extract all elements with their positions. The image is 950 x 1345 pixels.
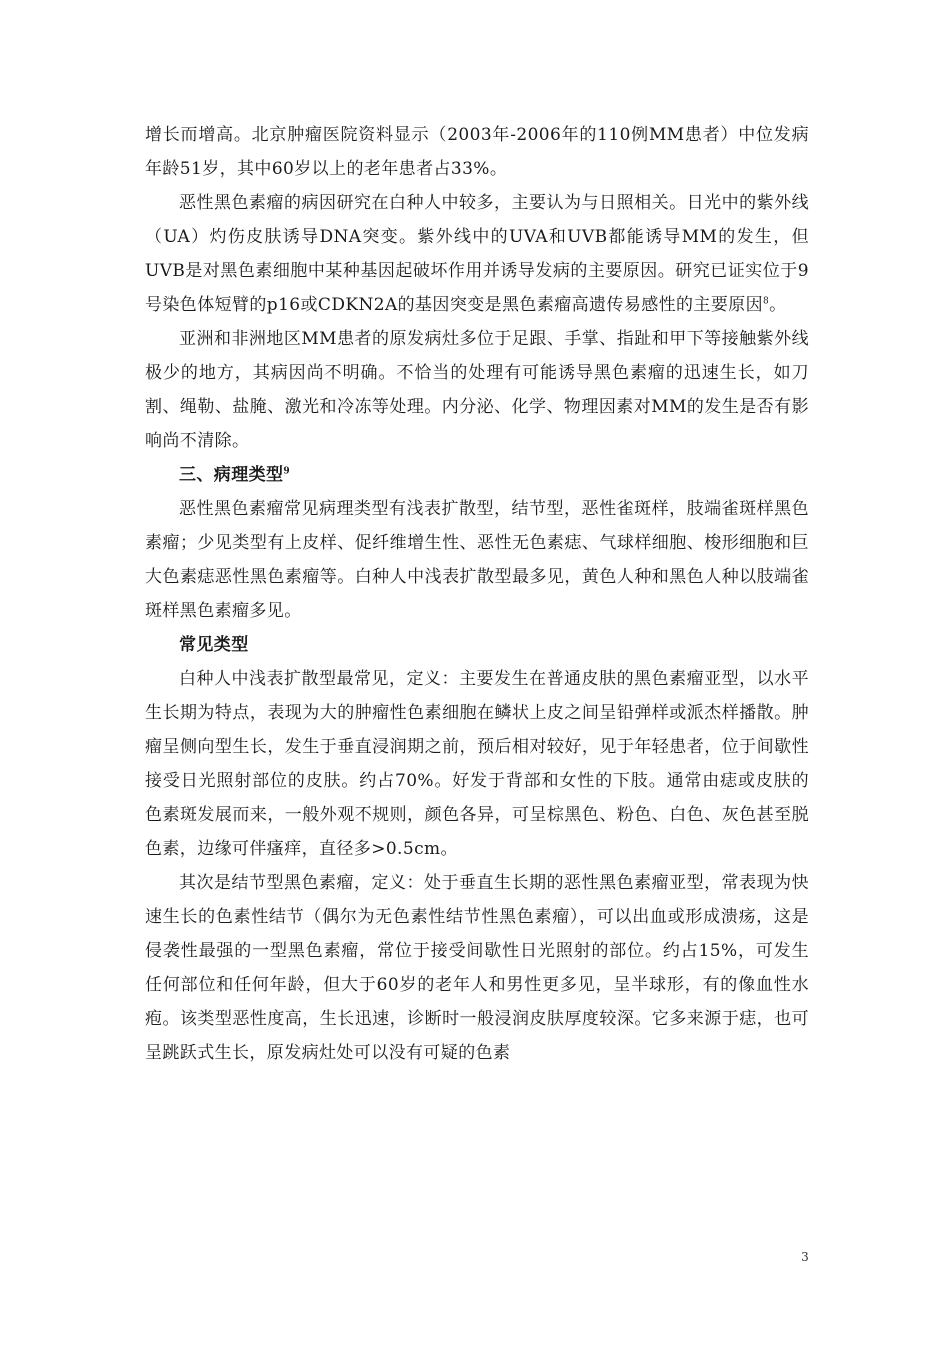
paragraph-superficial-spreading: 白种人中浅表扩散型最常见，定义：主要发生在普通皮肤的黑色素瘤亚型，以水平生长期为特点，表现为大的肿瘤性色素细胞在鳞状上皮之间呈铅弹样或派杰样播散。肿瘤呈侧向型生长，发生于垂直浸润期之前，预后相对较好，见于年轻患者，位于间歇性接受日光照射部位的皮肤。约占70%。好发于背部和女性的下肢。通常由痣或皮肤的色素斑发展而来，一般外观不规则，颜色各异，可呈棕黑色、粉色、白色、灰色甚至脱色素，边缘可伴瘙痒，直径多>0.5cm。: [145, 669, 809, 859]
page-body: [145, 118, 809, 1070]
paragraph-etiology: [145, 186, 809, 322]
citation-8: 8: [763, 296, 770, 307]
section-heading-pathology-types: [145, 458, 809, 492]
paragraph-nodular: 其次是结节型黑色素瘤，定义：处于垂直生长期的恶性黑色素瘤亚型，常表现为快速生长的色素性结节（偶尔为无色素性结节性黑色素瘤），可以出血或形成溃疡，这是侵袭性最强的一型黑色素瘤，常位于接受间歇性日光照射的部位。约占15%，可发生任何部位和任何年龄，但大于60岁的老年人和男性更多见，呈半球形，有的像血性水疱。该类型恶性度高，生长迅速，诊断时一般浸润皮肤厚度较深。它多来源于痣，也可呈跳跃式生长，原发病灶处可以没有可疑的色素: [145, 873, 809, 1063]
paragraph-etiology-text: 恶性黑色素瘤的病因研究在白种人中较多，主要认为与日照相关。日光中的紫外线（UA）灼伤皮肤诱导DNA突变。紫外线中的UVA和UVB都能诱导MM的发生，但UVB是对黑色素细胞中某种基因起破坏作用并诱导发病的主要原因。研究已证实位于9号染色体短臂的p16或CDKN2A的基因突变是黑色素瘤高遗传易感性的主要原因: [145, 193, 809, 315]
citation-9: 9: [283, 466, 291, 477]
paragraph-etiology-tail: 。: [769, 295, 787, 315]
paragraph-incidence-age: 增长而增高。北京肿瘤医院资料显示（2003年-2006年的110例MM患者）中位发病年龄51岁，其中60岁以上的老年患者占33%。: [145, 125, 809, 179]
paragraph-asia-africa: 亚洲和非洲地区MM患者的原发病灶多位于足跟、手掌、指趾和甲下等接触紫外线极少的地方，其病因尚不明确。不恰当的处理有可能诱导黑色素瘤的迅速生长，如刀割、绳勒、盐腌、激光和冷冻等处理。内分泌、化学、物理因素对MM的发生是否有影响尚不清除。: [145, 329, 809, 451]
page-number: 3: [801, 1250, 809, 1264]
section-heading-text: 三、病理类型: [179, 465, 284, 485]
subheading-common-types: 常见类型: [179, 635, 249, 655]
paragraph-pathology-overview: 恶性黑色素瘤常见病理类型有浅表扩散型，结节型，恶性雀斑样，肢端雀斑样黑色素瘤；少见类型有上皮样、促纤维增生性、恶性无色素痣、气球样细胞、梭形细胞和巨大色素痣恶性黑色素瘤等。白种人中浅表扩散型最多见，黄色人种和黑色人种以肢端雀斑样黑色素瘤多见。: [145, 499, 809, 621]
